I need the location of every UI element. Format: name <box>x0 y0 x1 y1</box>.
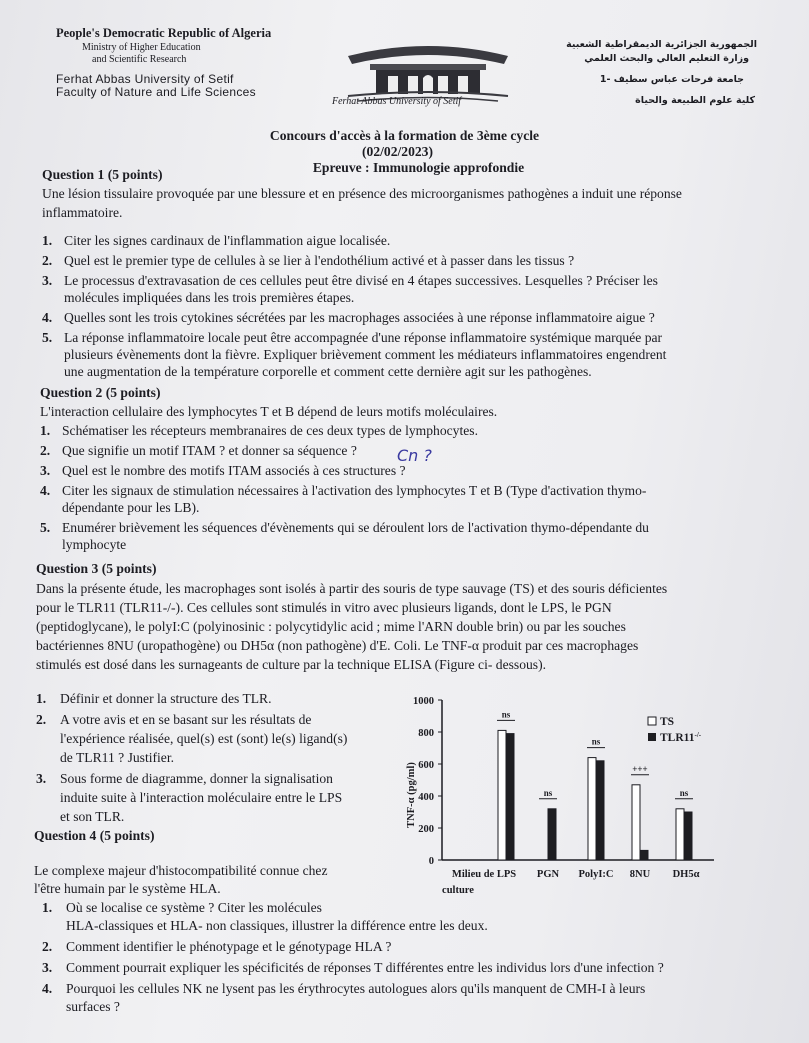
legend-swatch-tlr11 <box>648 733 656 741</box>
y-tick-label: 0 <box>428 856 434 867</box>
bar-tlr11-3 <box>548 809 556 860</box>
y-tick-label: 400 <box>418 792 434 803</box>
exam-date: (02/02/2023) <box>362 144 433 159</box>
legend-label-ts: TS <box>660 716 675 728</box>
x-tick-label: Milieu de LPS <box>451 869 517 880</box>
q1-list-item-5-line-1: La réponse inflammatoire locale peut être accompagnée d'une réponse inflammatoire systémique marquée par <box>64 330 663 345</box>
q1-list-num-2: 2. <box>42 253 53 268</box>
x-tick-label: PolyI:C <box>578 869 614 880</box>
y-tick-label: 200 <box>418 824 434 835</box>
q4-list-item-1-line-1: Où se localise ce système ? Citer les molécules <box>66 900 322 915</box>
bar-tlr11-4 <box>596 761 604 860</box>
q1-list-num-3: 3. <box>42 273 53 288</box>
q3-intro-line-1: Dans la présente étude, les macrophages sont isolés à partir des souris de type sauvage (TS) et des souris déficientes <box>36 581 668 596</box>
bar-tlr11-6 <box>684 812 692 860</box>
logo-caption: Ferhat Abbas University of Setif <box>332 96 462 107</box>
significance-label: ns <box>501 709 511 720</box>
faculty-name: Faculty of Nature and Life Sciences <box>56 85 256 99</box>
q2-list-item-4-line-2: dépendante pour les LB). <box>62 500 200 515</box>
q1-intro-2: inflammatoire. <box>42 205 123 220</box>
exam-title: Concours d'accès à la formation de 3ème cycle <box>269 128 540 143</box>
q4-list-item-4-line-1: Pourquoi les cellules NK ne lysent pas les érythrocytes autologues alors qu'ils manquent de CMH-I à leurs <box>66 981 646 996</box>
q2-list-num-5: 5. <box>40 520 51 535</box>
exam-subject: Epreuve : Immunologie approfondie <box>312 160 525 175</box>
q3-list-num-2: 2. <box>36 712 47 727</box>
q3-list-item-1-line-1: Définir et donner la structure des TLR. <box>60 691 272 706</box>
q4-list-item-3-line-1: Comment pourrait expliquer les spécificités de réponses T différentes entre les individus lors d'une infection ? <box>66 960 664 975</box>
ministry-line1: Ministry of Higher Education <box>82 42 201 53</box>
q4-intro-2: l'être humain par le système HLA. <box>34 881 221 896</box>
q1-list-item-3-line-2: molécules impliquées dans les trois premières étapes. <box>64 290 355 305</box>
q2-list-num-2: 2. <box>40 443 51 458</box>
q3-list-num-1: 1. <box>36 691 47 706</box>
q1-list-item-1-line-1: Citer les signes cardinaux de l'inflammation aigue localisée. <box>64 233 391 248</box>
q4-list-item-1-line-2: HLA-classiques et HLA- non classiques, illustrer la différence entre les deux. <box>66 918 488 933</box>
tnf-alpha-bar-chart <box>396 690 736 900</box>
bar-ts-6 <box>676 809 684 860</box>
q1-list-item-4-line-1: Quelles sont les trois cytokines sécrétées par les macrophages associées à une réponse inflammatoire aigue ? <box>64 310 655 325</box>
q2-list-num-1: 1. <box>40 423 51 438</box>
q1-list-num-5: 5. <box>42 330 53 345</box>
q4-list-num-1: 1. <box>42 900 53 915</box>
y-tick-label: 800 <box>418 728 434 739</box>
university-name: Ferhat Abbas University of Setif <box>56 72 234 86</box>
q2-list-num-3: 3. <box>40 463 51 478</box>
university-logo <box>328 34 528 114</box>
q3-intro-line-3: (peptidoglycane), le polyI:C (polyinosinic : polycytidylic acid ; mime l'ARN double brin) ou par les souches <box>36 619 626 634</box>
significance-label: ns <box>591 736 601 747</box>
q3-intro-line-2: pour le TLR11 (TLR11-/-). Ces cellules sont stimulés in vitro avec plusieurs ligands, dont le LPS, le PGN <box>36 600 612 615</box>
q3-list-item-3-line-3: et son TLR. <box>60 809 125 824</box>
q3-list-item-2-line-3: de TLR11 ? Justifier. <box>60 750 175 765</box>
chart-legend <box>648 716 702 744</box>
q2-list-item-5-line-1: Enumérer brièvement les séquences d'évènements qui se déroulent lors de l'activation thymo-dépendante du <box>62 520 649 535</box>
q1-list-item-3-line-1: Le processus d'extravasation de ces cellules peut être divisé en 4 étapes successives. Lesquelles ? Préciser les <box>64 273 658 288</box>
q3-intro-line-5: stimulés est dosé dans les surnageants de culture par la technique ELISA (Figure ci- dessous). <box>36 657 547 672</box>
y-tick-label: 600 <box>418 760 434 771</box>
q2-list-item-4-line-1: Citer les signaux de stimulation nécessaires à l'activation des lymphocytes T et B (Type d'activation thymo- <box>62 483 647 498</box>
q4-list-num-3: 3. <box>42 960 53 975</box>
q4-intro-1: Le complexe majeur d'histocompatibilité connue chez <box>34 863 328 878</box>
bar-tlr11-5 <box>640 850 648 860</box>
handwritten-note: Cn ? <box>397 446 432 465</box>
bar-ts-5 <box>632 785 640 860</box>
y-tick-label: 1000 <box>413 696 434 707</box>
q2-list-num-4: 4. <box>40 483 51 498</box>
q2-list-item-3-line-1: Quel est le nombre des motifs ITAM associés à ces structures ? <box>62 463 406 478</box>
significance-label: ns <box>543 787 553 798</box>
q2-intro: L'interaction cellulaire des lymphocytes T et B dépend de leurs motifs moléculaires. <box>40 404 498 419</box>
country-name: People's Democratic Republic of Algeria <box>56 26 272 40</box>
y-axis-label: TNF-α (pg/ml) <box>406 762 417 828</box>
q2-list-item-1-line-1: Schématiser les récepteurs membranaires de ces deux types de lymphocytes. <box>62 423 478 438</box>
q2-heading: Question 2 (5 points) <box>40 385 161 400</box>
legend-swatch-ts <box>648 717 656 725</box>
q2-list-item-2-line-1: Que signifie un motif ITAM ? et donner sa séquence ? <box>62 443 357 458</box>
legend-label-tlr11: TLR11-/- <box>660 731 702 744</box>
significance-label: +++ <box>632 763 648 774</box>
q2-list-item-5-line-2: lymphocyte <box>62 537 127 552</box>
q3-list-item-3-line-2: induite suite à l'interaction moléculaire entre le LPS <box>60 790 343 805</box>
ministry-line2: and Scientific Research <box>92 54 187 65</box>
bar-ts-2 <box>498 730 506 860</box>
q3-list-item-2-line-2: l'expérience réalisée, quel(s) est (sont) le(s) ligand(s) <box>60 731 348 746</box>
x-tick-label-culture: culture <box>442 885 474 896</box>
ministry-ar: وزارة التعليم العالي والبحث العلمي <box>584 53 749 64</box>
country-name-ar: الجمهورية الجزائرية الديمقراطية الشعبية <box>566 39 757 50</box>
bar-tlr11-2 <box>506 734 514 860</box>
university-ar: جامعة فرحات عباس سطيف -1 <box>599 74 744 85</box>
q4-list-num-4: 4. <box>42 981 53 996</box>
x-tick-label: 8NU <box>629 869 651 880</box>
q4-heading: Question 4 (5 points) <box>34 828 155 843</box>
q1-list-item-5-line-3: une augmentation de la température corporelle et comment cette dernière agit sur les pathogènes. <box>64 364 592 379</box>
q1-heading: Question 1 (5 points) <box>42 167 163 182</box>
q1-list-item-2-line-1: Quel est le premier type de cellules à se lier à l'endothélium activé et à passer dans les tissus ? <box>64 253 575 268</box>
q1-list-num-1: 1. <box>42 233 53 248</box>
x-tick-label: PGN <box>536 869 560 880</box>
q3-list-item-2-line-1: A votre avis et en se basant sur les résultats de <box>60 712 312 727</box>
q4-list-num-2: 2. <box>42 939 53 954</box>
q1-intro-1: Une lésion tissulaire provoquée par une blessure et en présence des microorganismes pathogènes a induit une réponse <box>42 186 682 201</box>
bar-ts-4 <box>588 758 596 860</box>
x-tick-label: DH5α <box>672 869 700 880</box>
q4-list-item-2-line-1: Comment identifier le phénotypage et le génotypage HLA ? <box>66 939 392 954</box>
q3-heading: Question 3 (5 points) <box>36 561 157 576</box>
q3-intro-line-4: bactériennes 8NU (uropathogène) ou DH5α (non pathogène) d'E. Coli. Le TNF-α produit par ces macrophages <box>36 638 639 653</box>
q1-list-item-5-line-2: plusieurs évènements dont la fièvre. Expliquer brièvement comment les médiateurs inflammatoires engendrent <box>64 347 667 362</box>
q3-list-num-3: 3. <box>36 771 47 786</box>
q1-list-num-4: 4. <box>42 310 53 325</box>
faculty-ar: كلية علوم الطبيعة والحياة <box>635 95 755 106</box>
significance-label: ns <box>679 787 689 798</box>
q3-list-item-3-line-1: Sous forme de diagramme, donner la signalisation <box>60 771 333 786</box>
q4-list-item-4-line-2: surfaces ? <box>66 999 120 1014</box>
